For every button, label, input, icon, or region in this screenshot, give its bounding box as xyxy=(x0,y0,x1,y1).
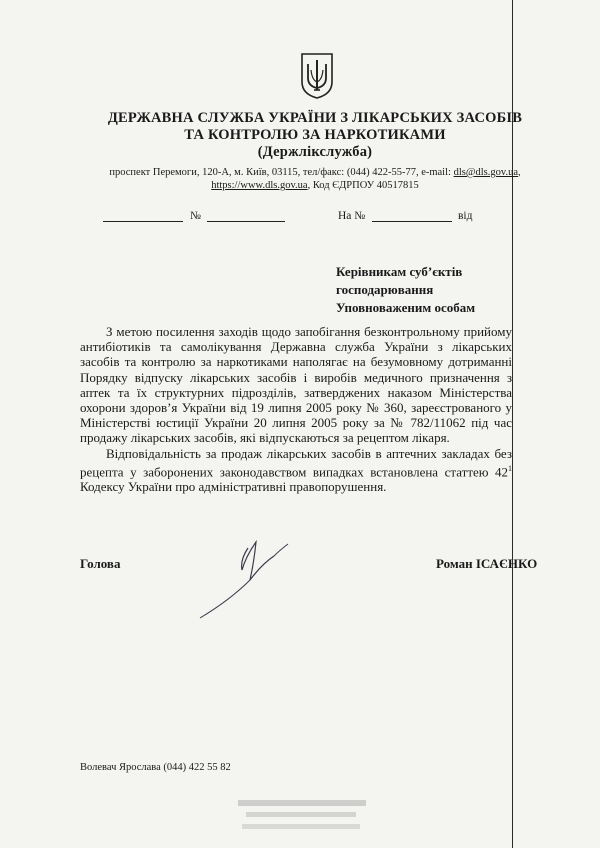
addressee-line: господарювання xyxy=(336,282,434,297)
trident-icon xyxy=(300,52,334,100)
outgoing-number-blank xyxy=(207,210,285,222)
signatory-title: Голова xyxy=(80,556,121,571)
edrpou-text: , Код ЄДРПОУ 40517815 xyxy=(307,180,419,191)
faded-stamp xyxy=(232,796,372,836)
body-paragraph: З метою посилення заходів щодо запобігання безконтрольному прийому антибіотиків та самолікування Державна служба України з лікарських засобів та контролю за наркотиками наполягає на безумовному дотриманні Порядку відпуску лікарських засобів і виробів медичного призначення з аптек та їх структурних підрозділів, затверджених наказом Міністерства охорони здоров’я України від 19 липня 2005 року № 360, зареєстрованого у Міністерстві юстиції України 20 липня 2005 року за № 782/11062 під час продажу лікарських засобів, які відпускаються за рецептом лікаря. xyxy=(80,324,512,446)
org-line1: ДЕРЖАВНА СЛУЖБА УКРАЇНИ З ЛІКАРСЬКИХ ЗАСОБІВ xyxy=(107,110,523,126)
incoming-number-blank xyxy=(372,210,452,222)
outgoing-date-blank xyxy=(103,210,183,222)
email-link[interactable]: dls@dls.gov.ua xyxy=(453,167,518,178)
contacts-block xyxy=(100,166,530,192)
outgoing-number-sign: № xyxy=(190,210,201,222)
organization-title xyxy=(100,110,530,161)
addressee-line: Керівникам суб’єктів xyxy=(336,264,463,279)
contacts-line2 xyxy=(100,179,530,192)
org-short-name: (Держлікслужба) xyxy=(257,144,373,160)
executor-contact: Волевач Ярослава (044) 422 55 82 xyxy=(80,762,231,773)
registration-row xyxy=(0,210,600,230)
addressee-block xyxy=(336,263,536,317)
addressee-line: Уповноваженим особам xyxy=(336,300,476,315)
body-paragraph xyxy=(80,446,512,495)
contacts-line1: проспект Перемоги, 120-А, м. Київ, 03115, тел/факс: (044) 422-55-77, e-mail: dls@dls.gov.ua, xyxy=(109,167,521,178)
paragraph2-main: Відповідальність за продаж лікарських засобів в аптечних закладах без рецепта у заборонених законодавством випадках встановлена статтею 42 xyxy=(80,445,512,480)
handwritten-signature xyxy=(170,520,330,630)
paragraph2-tail: Кодексу України про адміністративні правопорушення. xyxy=(80,479,387,495)
signatory-name: Роман ІСАЄНКО xyxy=(436,556,538,571)
incoming-date-label: від xyxy=(458,210,473,222)
org-line2: ТА КОНТРОЛЮ ЗА НАРКОТИКАМИ xyxy=(184,127,446,143)
paragraph2-superscript: 1 xyxy=(508,463,512,473)
website-link[interactable]: https://www.dls.gov.ua xyxy=(211,180,308,191)
letter-body xyxy=(80,324,512,495)
incoming-number-label: На № xyxy=(338,210,366,222)
address-text: проспект Перемоги, 120-А, м. Київ, 03115, тел/факс: (044) 422-55-77, e-mail: xyxy=(109,167,454,178)
